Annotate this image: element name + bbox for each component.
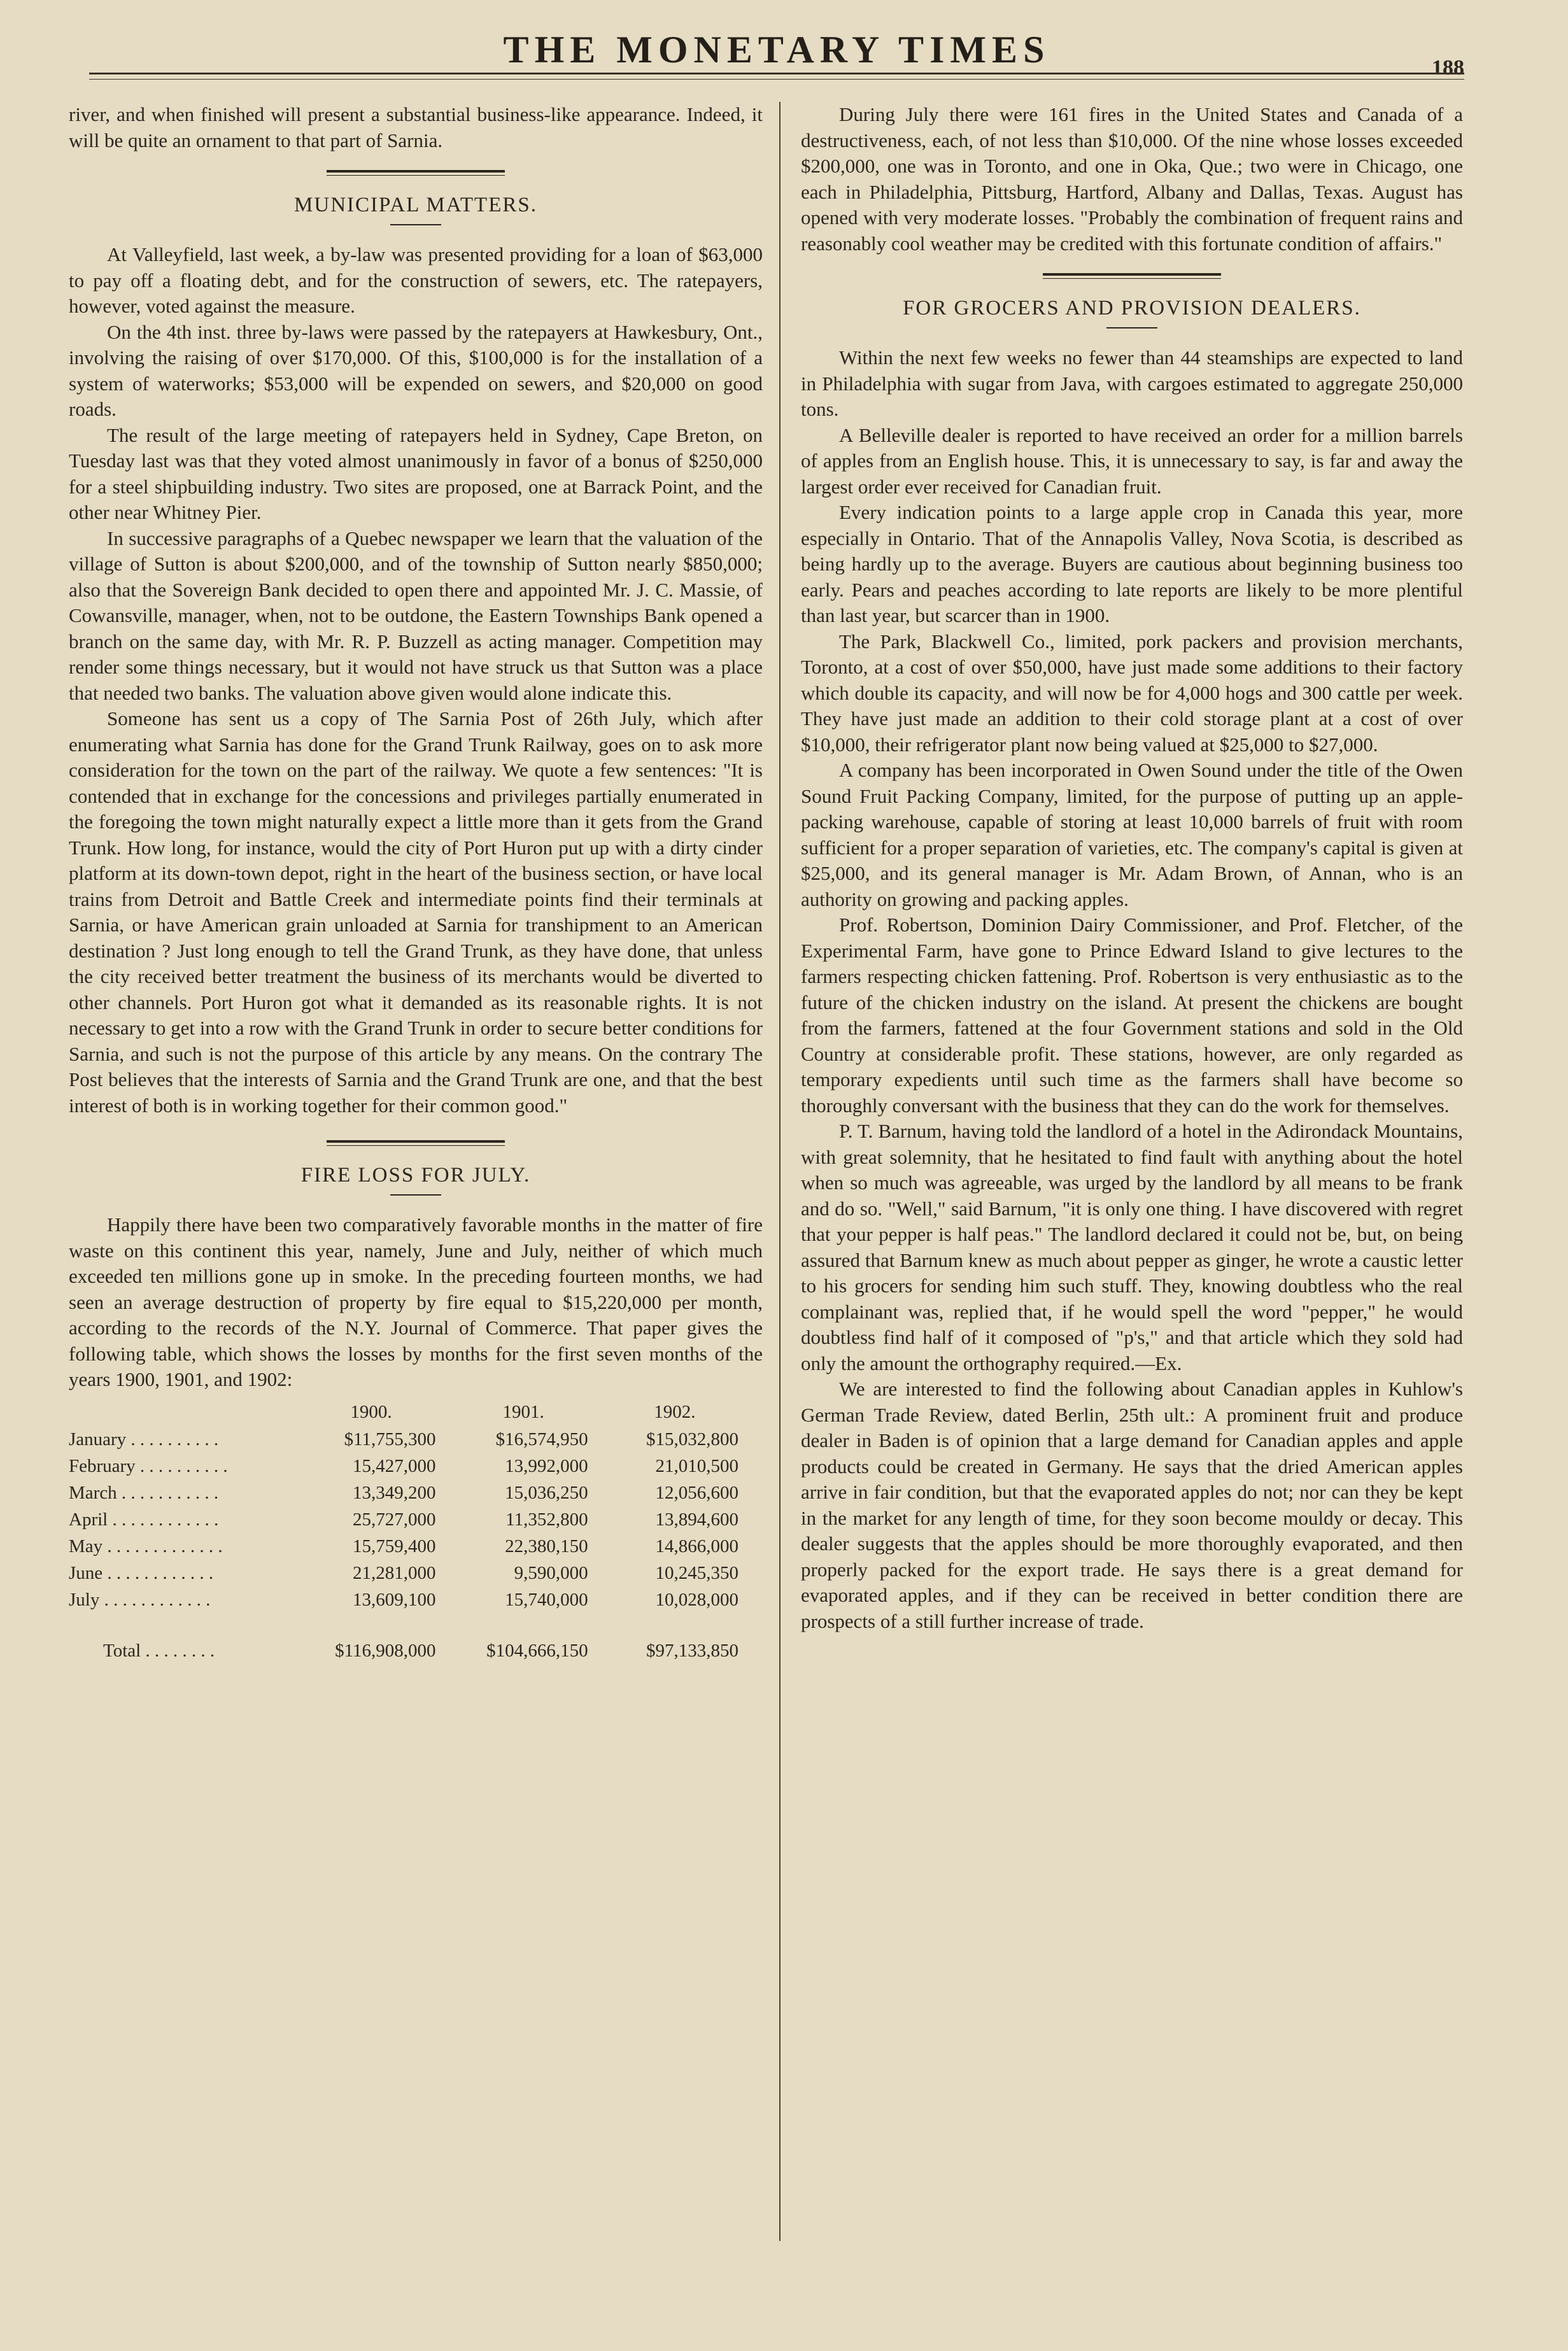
table-header-cell [69,1402,295,1427]
value-cell: 15,740,000 [505,1590,588,1610]
intro-paragraph: river, and when finished will present a substantial business-like appearance. Indeed, it will be quite an ornament to that part of Sarnia. [69,103,763,152]
table-header-cell: 1902. [654,1401,696,1422]
month-cell: March . . . . . . . . . . . [69,1483,219,1503]
page-number: 188 [1432,56,1464,80]
value-cell: 11,352,800 [505,1509,588,1530]
article-paragraph: The Park, Blackwell Co., limited, pork packers and provision merchants, Toronto, at a cost of over $50,000, have just made some additions to their factory which double its capacity, and will now be for 4,000 hogs and 300 cattle per week. They have just made an addition to their cold storage plant at a cost of over $10,000, their refrigerator plant now being valued at $25,000 to $27,000. [801,630,1463,756]
table-total-row [69,1614,750,1665]
article-paragraph: Someone has sent us a copy of The Sarnia Post of 26th July, which after enumerating what Sarnia has done for the Grand Trunk Railway, goes on to ask more consideration for the town on the part of the railway. We quote a few sentences: "It is contended that in exchange for the concessions and privileges partially enumerated in the foregoing the town might naturally expect a little more than it gets from the Grand Trunk. How long, for instance, would the city of Port Huron put up with a dirty cinder platform at its down-town depot, right in the heart of the business section, or have local trains from Detroit and Battle Creek and intermediate points find their terminals at Sarnia, or have American grain unloaded at Sarnia for transhipment to an American destination ? Just long enough to tell the Grand Trunk, as they have done, that unless the city received better treatment the business of its merchants would be diverted to other channels. Port Huron got what it demanded as its reasonable rights. It is not necessary to get into a row with the Grand Trunk in order to secure better conditions for Sarnia, and such is not the purpose of this article by any means. On the contrary The Post believes that the interests of Sarnia and the Grand Trunk are one, and that the best interest of both is in working together for their common good." [69,707,763,1117]
section-rule [327,170,505,176]
heading-rule [1106,327,1157,328]
value-cell: 15,036,250 [505,1483,588,1503]
fire-loss-heading: FIRE LOSS FOR JULY. [300,1164,531,1187]
article-paragraph: We are interested to find the following about Canadian apples in Kuhlow's German Trade Review, dated Berlin, 25th ult.: A prominent fruit and produce dealer in Baden is of opinion that a large demand for Canadian apples and apple products could be created in Germany. He says that the dried American apples arrive in fair condition, but that the evaporated apples do not; nor can they be kept in the market for any length of time, for they soon become mouldy or decay. This dealer suggests that the apples should be more thoroughly evaporated, and then properly packed for the export trade. He says there is a great demand for evaporated apples, and if they can be received in better condition there are prospects of a still further increase of trade. [801,1378,1463,1632]
table-row [69,1453,750,1480]
value-cell: $11,755,300 [344,1429,436,1450]
article-paragraph: Prof. Robertson, Dominion Dairy Commissioner, and Prof. Fletcher, of the Experimental Farm, have gone to Prince Edward Island to give lectures to the farmers respecting chicken fattening. Prof. Robertson is very enthusiastic as to the future of the chicken industry on the island. At present the chickens are bought from the farmers, fattened at the four Government stations and sold in the Old Country at considerable profit. These stations, however, are only regarded as temporary expedients until such time as the farmers shall have become so thoroughly conversant with the business that they can do the work for themselves. [801,914,1463,1117]
value-cell: $15,032,800 [646,1429,738,1450]
month-cell: February . . . . . . . . . . [69,1456,228,1476]
heading-rule [390,1194,441,1196]
grocers-heading: FOR GROCERS AND PROVISION DEALERS. [903,297,1361,320]
article-paragraph: The result of the large meeting of ratepayers held in Sydney, Cape Breton, on Tuesday last was that they voted almost unanimously in favor of a bonus of $250,000 for a steel shipbuilding industry. Two sites are proposed, one at Barrack Point, and the other near Whitney Pier. [69,423,763,523]
value-cell: 10,028,000 [655,1590,738,1610]
section-rule [1043,273,1221,279]
article-paragraph: A company has been incorporated in Owen Sound under the title of the Owen Sound Fruit Packing Company, limited, for the purpose of putting up an apple-packing warehouse, capable of storing at least 10,000 barrels of fruit with room sufficient for a proper separation of varieties, etc. The company's capital is given at $25,000, and its general manager is Mr. Adam Brown, of Annan, who is an authority on growing and packing apples. [801,759,1463,910]
month-cell: July . . . . . . . . . . . . [69,1590,211,1610]
article-paragraph: In successive paragraphs of a Quebec newspaper we learn that the valuation of the village of Sutton is about $200,000, and of the township of Sutton nearly $850,000; also that the Sovereign Bank decided to open there and appointed Mr. J. C. Massie, of Cowansville, manager, when, not to be outdone, the Eastern Townships Bank opened a branch on the same day, with Mr. R. P. Buzzell as acting manager. Competition may render some things necessary, but it would not have struck us that Sutton was a place that needed two banks. The valuation above given would alone indicate this. [69,526,763,704]
value-cell: 25,727,000 [353,1509,436,1530]
month-cell: January . . . . . . . . . . [69,1429,219,1450]
running-head [89,28,1464,98]
right-column [801,102,1463,1634]
masthead: THE MONETARY TIMES [503,29,1050,71]
value-cell: 13,992,000 [505,1456,588,1476]
left-column [69,102,763,1665]
value-cell: 10,245,350 [655,1563,738,1583]
article-paragraph: Within the next few weeks no fewer than 44 steamships are expected to land in Philadelphia with sugar from Java, with cargoes estimated to aggregate 250,000 tons. [801,346,1463,420]
total-value-cell: $104,666,150 [486,1641,588,1661]
total-label-cell: Total . . . . . . . . [103,1641,215,1661]
value-cell: 13,894,600 [655,1509,738,1530]
column-divider [779,102,780,2241]
table-row [69,1427,750,1453]
value-cell: 15,759,400 [353,1536,436,1557]
total-value-cell: $116,908,000 [335,1641,436,1661]
value-cell: 22,380,150 [505,1536,588,1557]
header-rule-thin [89,79,1464,80]
month-cell: June . . . . . . . . . . . . [69,1563,214,1583]
article-paragraph: P. T. Barnum, having told the landlord of a hotel in the Adirondack Mountains, with great solemnity, that he hesitated to find fault with anything about the hotel when so much was agreeable, was urged by the landlord by all means to be frank and do so. "Well," said Barnum, "it is only one thing. I have discovered with regret that your pepper is half peas." The landlord declared it could not be, but, on being assured that Barnum knew as much about pepper as ginger, he wrote a caustic letter to his grocers for sending him such stuff. They, knowing doubtless who the real complainant was, replied that, if he would spell the word "pepper," he would doubtless find half of it composed of "p's," and that article which they sold had only the amount the orthography required.—Ex. [801,1120,1463,1374]
value-cell: 13,609,100 [353,1590,436,1610]
heading-rule [390,224,441,225]
value-cell: 9,590,000 [514,1563,588,1583]
municipal-heading: MUNICIPAL MATTERS. [294,194,537,216]
value-cell: 21,010,500 [655,1456,738,1476]
month-cell: May . . . . . . . . . . . . . [69,1536,223,1557]
article-paragraph: During July there were 161 fires in the United States and Canada of a destructiveness, each, of not less than $10,000. Of the nine whose losses exceeded $200,000, one was in Toronto, and one in Oka, Que.; two were in Chicago, one each in Philadelphia, Pittsburg, Hartford, Albany and Dallas, Texas. August has opened with very moderate losses. "Probably the combination of frequent rains and reasonably cool weather may be credited with this fortunate condition of affairs." [801,103,1463,255]
table-header-row [69,1402,750,1427]
table-header-cell: 1900. [350,1401,392,1422]
article-paragraph: Happily there have been two comparatively favorable months in the matter of fire waste on this continent this year, namely, June and July, neither of which much exceeded ten millions gone up in smoke. In the preceding fourteen months, we had seen an average destruction of property by fire equal to $15,220,000 per month, according to the records of the N.Y. Journal of Commerce. That paper gives the following table, which shows the losses by months for the first seven months of the years 1900, 1901, and 1902: [69,1213,763,1390]
article-paragraph: At Valleyfield, last week, a by-law was presented providing for a loan of $63,000 to pay off a floating debt, and for the construction of sewers, etc. The ratepayers, however, voted against the measure. [69,243,763,317]
table-row [69,1560,750,1587]
article-paragraph: A Belleville dealer is reported to have received an order for a million barrels of apples from an English house. This, it is unnecessary to say, is far and away the largest order ever received for Canadian fruit. [801,423,1463,498]
month-cell: April . . . . . . . . . . . . [69,1509,219,1530]
value-cell: $16,574,950 [495,1429,588,1450]
value-cell: 21,281,000 [353,1563,436,1583]
value-cell: 13,349,200 [353,1483,436,1503]
header-rule [89,73,1464,74]
table-row [69,1534,750,1560]
table-row [69,1507,750,1534]
section-rule [327,1140,505,1146]
table-header-cell: 1901. [502,1401,544,1422]
value-cell: 14,866,000 [655,1536,738,1557]
value-cell: 15,427,000 [353,1456,436,1476]
article-paragraph: On the 4th inst. three by-laws were passed by the ratepayers at Hawkesbury, Ont., involving the raising of over $170,000. Of this, $100,000 is for the installation of a system of waterworks; $53,000 will be expended on sewers, and $20,000 on good roads. [69,320,763,420]
article-paragraph: Every indication points to a large apple crop in Canada this year, more especially in Ontario. That of the Annapolis Valley, Nova Scotia, is described as being hardly up to the average. Buyers are cautious about beginning business too early. Pears and peaches according to late reports are likely to be more plentiful than last year, but scarcer than in 1900. [801,501,1463,626]
table-row [69,1587,750,1614]
fire-loss-table [69,1402,750,1665]
total-value-cell: $97,133,850 [646,1641,738,1661]
table-row [69,1480,750,1507]
value-cell: 12,056,600 [655,1483,738,1503]
